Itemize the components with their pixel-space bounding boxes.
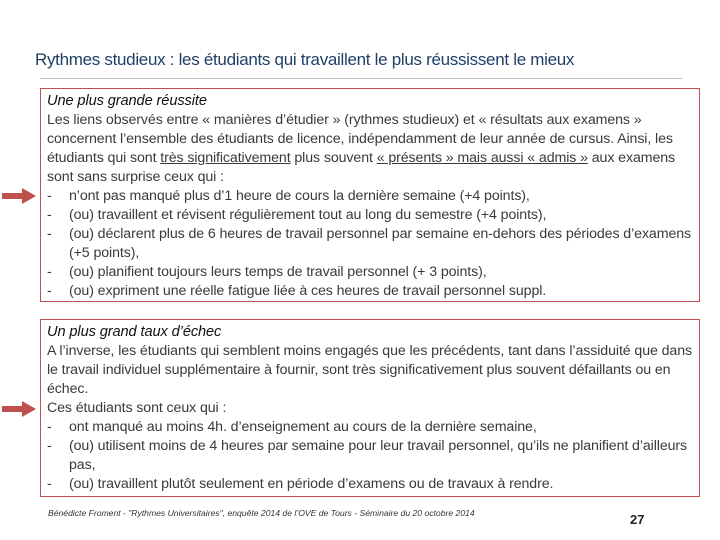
success-intro-part-a: Les liens observés entre « manières d’étudier » (rythmes studieux) et « résultats aux examens » concernent l’ensemble des étudiants de licence, indépendamment de leur année de cursus. Ainsi, les étudiants qui sont (47, 112, 673, 166)
success-intro-underlined-significance: très significativement (160, 150, 291, 166)
dash-bullet: - (47, 476, 52, 492)
success-intro-underlined-present-admitted: « présents » mais aussi « admis » (376, 150, 588, 166)
list-item-text: n’ont pas manqué plus d’1 heure de cours la dernière semaine (+4 points), (69, 188, 530, 204)
success-intro-part-e: aux examens sont sans surprise ceux qui : (47, 150, 676, 185)
dash-bullet: - (47, 264, 52, 280)
list-item-text: (ou) déclarent plus de 6 heures de travail personnel par semaine en-dehors des périodes d’examens (+5 points), (69, 226, 692, 261)
list-item-text: (ou) utilisent moins de 4 heures par semaine pour leur travail personnel, qu’ils ne planifient d’ailleurs pas, (69, 438, 688, 473)
dash-bullet: - (47, 188, 52, 204)
list-item (47, 437, 693, 475)
list-item (47, 475, 693, 494)
list-item-text: (ou) travaillent plutôt seulement en période d’examens ou de travaux à rendre. (69, 476, 554, 492)
failure-box (40, 319, 700, 497)
success-box (40, 88, 700, 302)
dash-bullet: - (47, 438, 52, 454)
failure-heading: Un plus grand taux d’échec (47, 324, 222, 340)
dash-bullet: - (47, 207, 52, 223)
failure-list (47, 418, 693, 494)
list-item (47, 263, 693, 282)
right-arrow-icon (2, 401, 36, 417)
list-item (47, 206, 693, 225)
success-list (47, 187, 693, 301)
success-intro-part-c: plus souvent (290, 150, 377, 166)
success-intro (47, 111, 693, 187)
page-number: 27 (630, 512, 645, 527)
list-item (47, 418, 693, 437)
footer-citation: Bénédicte Froment - "Rythmes Universitaires", enquête 2014 de l’OVE de Tours - Séminaire du 20 octobre 2014 (48, 508, 475, 518)
list-item-text: (ou) travaillent et révisent régulièrement tout au long du semestre (+4 points), (69, 207, 547, 223)
dash-bullet: - (47, 419, 52, 435)
list-item (47, 187, 693, 206)
dash-bullet: - (47, 283, 52, 299)
list-item-text: ont manqué au moins 4h. d’enseignement au cours de la dernière semaine, (69, 419, 537, 435)
list-item-text: (ou) expriment une réelle fatigue liée à ces heures de travail personnel suppl. (69, 283, 547, 299)
list-item-text: (ou) planifient toujours leurs temps de travail personnel (+ 3 points), (69, 264, 487, 280)
dash-bullet: - (47, 226, 52, 242)
list-item (47, 225, 693, 263)
title-divider (40, 78, 682, 79)
failure-intro-2: Ces étudiants sont ceux qui : (47, 400, 227, 416)
failure-intro: A l’inverse, les étudiants qui semblent moins engagés que les précédents, tant dans l’assiduité que dans le travail individuel supplémentaire à fournir, sont très significativement plus souvent défaillants ou en échec. (47, 343, 692, 397)
right-arrow-icon (2, 188, 36, 204)
success-heading: Une plus grande réussite (47, 93, 207, 109)
slide-title: Rythmes studieux : les étudiants qui travaillent le plus réussissent le mieux (35, 50, 575, 69)
list-item (47, 282, 693, 301)
